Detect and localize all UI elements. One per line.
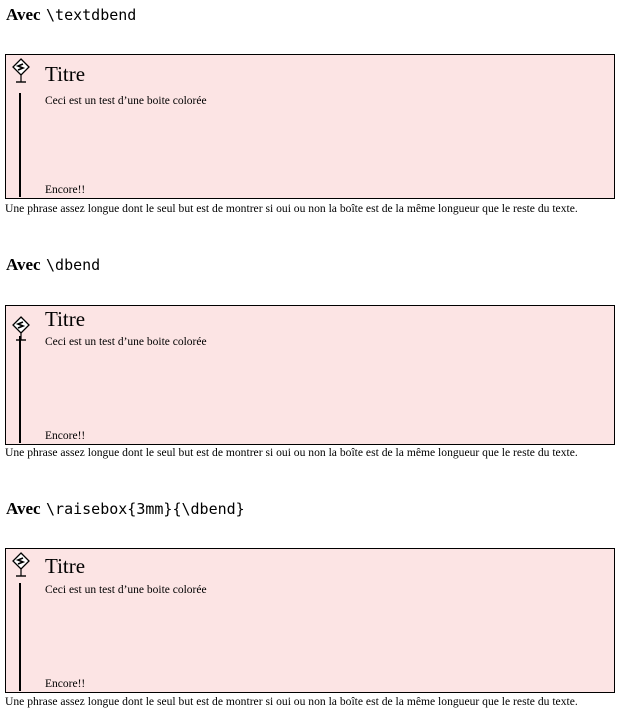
box-text-line1: Ceci est un test d’une boite colorée <box>45 584 207 596</box>
heading-bold: Avec <box>6 5 41 24</box>
box-text-line2: Encore!! <box>45 184 86 196</box>
section-heading <box>6 499 245 519</box>
box-title: Titre <box>45 62 86 86</box>
box-text-line1: Ceci est un test d’une boite colorée <box>45 336 207 348</box>
paragraph: Une phrase assez longue dont le seul but est de montrer si oui ou non la boîte est de la même longueur que le reste du texte. <box>5 446 578 459</box>
heading-code: \raisebox{3mm}{\dbend} <box>46 500 245 518</box>
box-text-line1: Ceci est un test d’une boite colorée <box>45 95 207 107</box>
section-heading <box>6 5 136 25</box>
sign-post-line <box>19 336 21 443</box>
heading-code: \textdbend <box>46 6 137 24</box>
dangerous-bend-sign-icon <box>12 552 30 578</box>
heading-code: \dbend <box>46 256 101 274</box>
paragraph: Une phrase assez longue dont le seul but est de montrer si oui ou non la boîte est de la même longueur que le reste du texte. <box>5 202 578 215</box>
section-heading <box>6 255 100 275</box>
dangerous-bend-sign-icon <box>12 58 30 84</box>
sign-post-line <box>19 583 21 691</box>
heading-bold: Avec <box>6 499 41 518</box>
box-text-line2: Encore!! <box>45 678 86 690</box>
colored-box <box>5 548 615 693</box>
dangerous-bend-sign-icon <box>12 316 30 342</box>
box-title: Titre <box>45 554 86 578</box>
box-title: Titre <box>45 307 86 331</box>
sign-post-line <box>19 93 21 197</box>
paragraph: Une phrase assez longue dont le seul but est de montrer si oui ou non la boîte est de la même longueur que le reste du texte. <box>5 695 578 708</box>
box-text-line2: Encore!! <box>45 430 86 442</box>
colored-box <box>5 305 615 445</box>
heading-bold: Avec <box>6 255 41 274</box>
colored-box <box>5 54 615 199</box>
